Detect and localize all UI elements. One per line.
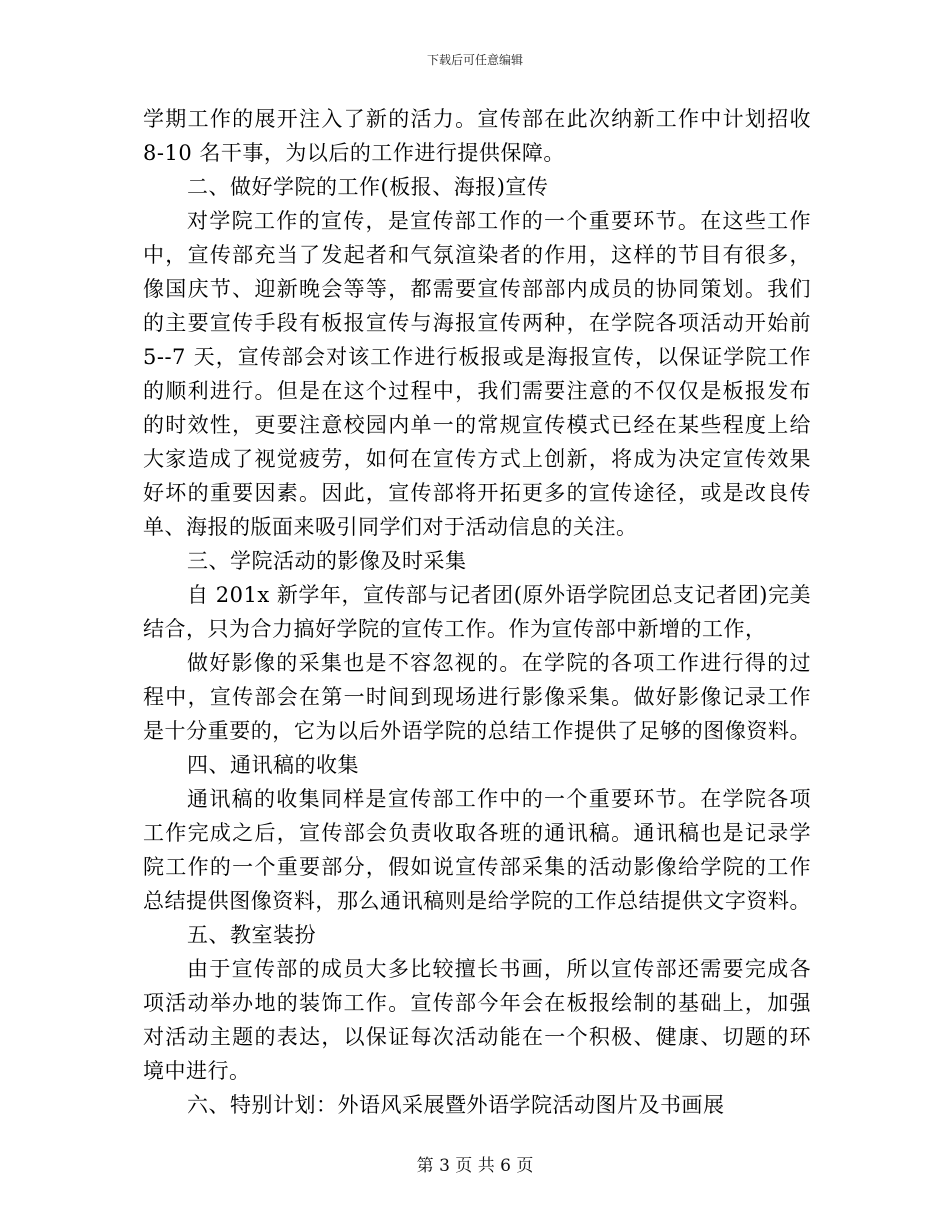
paragraph-line: 单、海报的版面来吸引同学们对于活动信息的关注。 bbox=[143, 515, 638, 539]
paragraph-line: 的时效性，更要注意校园内单一的常规宣传模式已经在某些程度上给 bbox=[143, 413, 811, 437]
paragraph-line-indented: 四、通讯稿的收集 bbox=[187, 753, 359, 777]
paragraph-line: 8-10 名干事，为以后的工作进行提供保障。 bbox=[143, 141, 565, 165]
paragraph-line: 项活动举办地的装饰工作。宣传部今年会在板报绘制的基础上，加强 bbox=[143, 991, 811, 1015]
paragraph-line-indented: 二、做好学院的工作(板报、海报)宣传 bbox=[187, 175, 549, 199]
document-body bbox=[143, 102, 811, 1122]
paragraph-line: 像国庆节、迎新晚会等等，都需要宣传部部内成员的协同策划。我们 bbox=[143, 277, 811, 301]
paragraph-line-indented: 对学院工作的宣传，是宣传部工作的一个重要环节。在这些工作 bbox=[187, 209, 811, 233]
paragraph-line-indented: 做好影像的采集也是不容忽视的。在学院的各项工作进行得的过 bbox=[187, 651, 811, 675]
paragraph-line: 中，宣传部充当了发起者和气氛渲染者的作用，这样的节目有很多， bbox=[143, 243, 811, 267]
paragraph-line-indented: 由于宣传部的成员大多比较擅长书画，所以宣传部还需要完成各 bbox=[187, 957, 811, 981]
paragraph-line: 大家造成了视觉疲劳，如何在宣传方式上创新，将成为决定宣传效果 bbox=[143, 447, 811, 471]
paragraph-line: 5--7 天，宣传部会对该工作进行板报或是海报宣传，以保证学院工作 bbox=[143, 345, 811, 369]
paragraph-line: 好坏的重要因素。因此，宣传部将开拓更多的宣传途径，或是改良传 bbox=[143, 481, 811, 505]
paragraph-line: 是十分重要的，它为以后外语学院的总结工作提供了足够的图像资料。 bbox=[143, 719, 811, 743]
paragraph-line-indented: 五、教室装扮 bbox=[187, 923, 316, 947]
paragraph-line-indented: 通讯稿的收集同样是宣传部工作中的一个重要环节。在学院各项 bbox=[187, 787, 811, 811]
paragraph-line-indented: 三、学院活动的影像及时采集 bbox=[187, 549, 467, 573]
paragraph-line-indented: 自 201x 新学年，宣传部与记者团(原外语学院团总支记者团)完美 bbox=[187, 583, 811, 607]
paragraph-line: 的顺利进行。但是在这个过程中，我们需要注意的不仅仅是板报发布 bbox=[143, 379, 811, 403]
page-header-note: 下载后可任意编辑 bbox=[426, 53, 523, 67]
paragraph-line: 的主要宣传手段有板报宣传与海报宣传两种，在学院各项活动开始前 bbox=[143, 311, 811, 335]
paragraph-line: 结合，只为合力搞好学院的宣传工作。作为宣传部中新增的工作， bbox=[143, 617, 767, 641]
paragraph-line: 院工作的一个重要部分，假如说宣传部采集的活动影像给学院的工作 bbox=[143, 855, 811, 879]
page-number-footer: 第 3 页 共 6 页 bbox=[416, 1156, 534, 1176]
paragraph-line: 工作完成之后，宣传部会负责收取各班的通讯稿。通讯稿也是记录学 bbox=[143, 821, 811, 845]
paragraph-line: 总结提供图像资料，那么通讯稿则是给学院的工作总结提供文字资料。 bbox=[143, 889, 811, 913]
paragraph-line: 境中进行。 bbox=[143, 1059, 251, 1083]
paragraph-line: 程中，宣传部会在第一时间到现场进行影像采集。做好影像记录工作 bbox=[143, 685, 811, 709]
paragraph-line-indented: 六、特别计划：外语风采展暨外语学院活动图片及书画展 bbox=[187, 1093, 725, 1117]
paragraph-line: 学期工作的展开注入了新的活力。宣传部在此次纳新工作中计划招收 bbox=[143, 107, 811, 131]
paragraph-line: 对活动主题的表达，以保证每次活动能在一个积极、健康、切题的环 bbox=[143, 1025, 811, 1049]
